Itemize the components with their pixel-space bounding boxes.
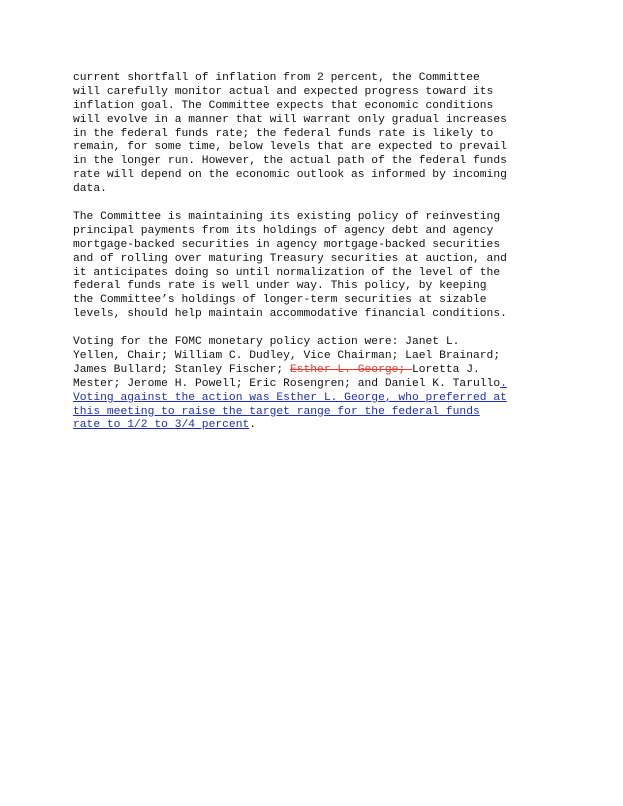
text-segment: Loretta J.: [411, 363, 480, 376]
text-line: Voting for the FOMC monetary policy action were: Janet L.: [73, 336, 460, 349]
tracked-deletion: Esther L. George;: [289, 363, 412, 376]
text-line: will evolve in a manner that will warrant only gradual increases: [73, 113, 507, 126]
tracked-insertion: rate to 1/2 to 3/4 percent: [73, 419, 250, 432]
paragraph-voting: [73, 336, 551, 433]
text-line: [73, 392, 551, 406]
text-line: [73, 419, 551, 433]
text-line: data.: [73, 183, 107, 196]
text-line: federal funds rate is well under way. This policy, by keeping: [73, 280, 487, 293]
tracked-insertion: .: [500, 377, 507, 390]
text-line: [73, 378, 551, 392]
paragraph-reinvestment-policy: [73, 211, 551, 322]
text-line: The Committee is maintaining its existing policy of reinvesting: [73, 211, 501, 224]
document-body: [73, 72, 551, 447]
text-line: it anticipates doing so until normalization of the level of the: [73, 266, 501, 279]
text-line: rate will depend on the economic outlook as informed by incoming: [73, 169, 507, 182]
paragraph-policy-outlook: [73, 72, 551, 197]
text-line: the Committee’s holdings of longer-term securities at sizable: [73, 294, 487, 307]
text-line: principal payments from its holdings of agency debt and agency: [73, 224, 494, 237]
text-line: inflation goal. The Committee expects that economic conditions: [73, 99, 494, 112]
text-line: current shortfall of inflation from 2 percent, the Committee: [73, 72, 480, 84]
text-line: remain, for some time, below levels that are expected to prevail: [73, 141, 507, 154]
tracked-insertion: Voting against the action was Esther L. George, who preferred at: [73, 391, 507, 404]
tracked-insertion: this meeting to raise the target range for the federal funds: [73, 405, 480, 418]
text-line: mortgage-backed securities in agency mortgage-backed securities: [73, 238, 501, 251]
text-line: will carefully monitor actual and expected progress toward its: [73, 85, 494, 98]
text-line: in the longer run. However, the actual path of the federal funds: [73, 155, 507, 168]
text-segment: .: [249, 419, 257, 432]
text-line: levels, should help maintain accommodative financial conditions.: [73, 308, 507, 321]
text-line: [73, 364, 551, 378]
text-line: Yellen, Chair; William C. Dudley, Vice Chairman; Lael Brainard;: [73, 350, 501, 363]
text-line: [73, 406, 551, 420]
text-line: in the federal funds rate; the federal funds rate is likely to: [73, 127, 494, 140]
text-segment: Mester; Jerome H. Powell; Eric Rosengren; and Daniel K. Tarullo: [73, 377, 501, 390]
text-line: and of rolling over maturing Treasury securities at auction, and: [73, 252, 507, 265]
text-segment: James Bullard; Stanley Fischer;: [73, 363, 290, 376]
